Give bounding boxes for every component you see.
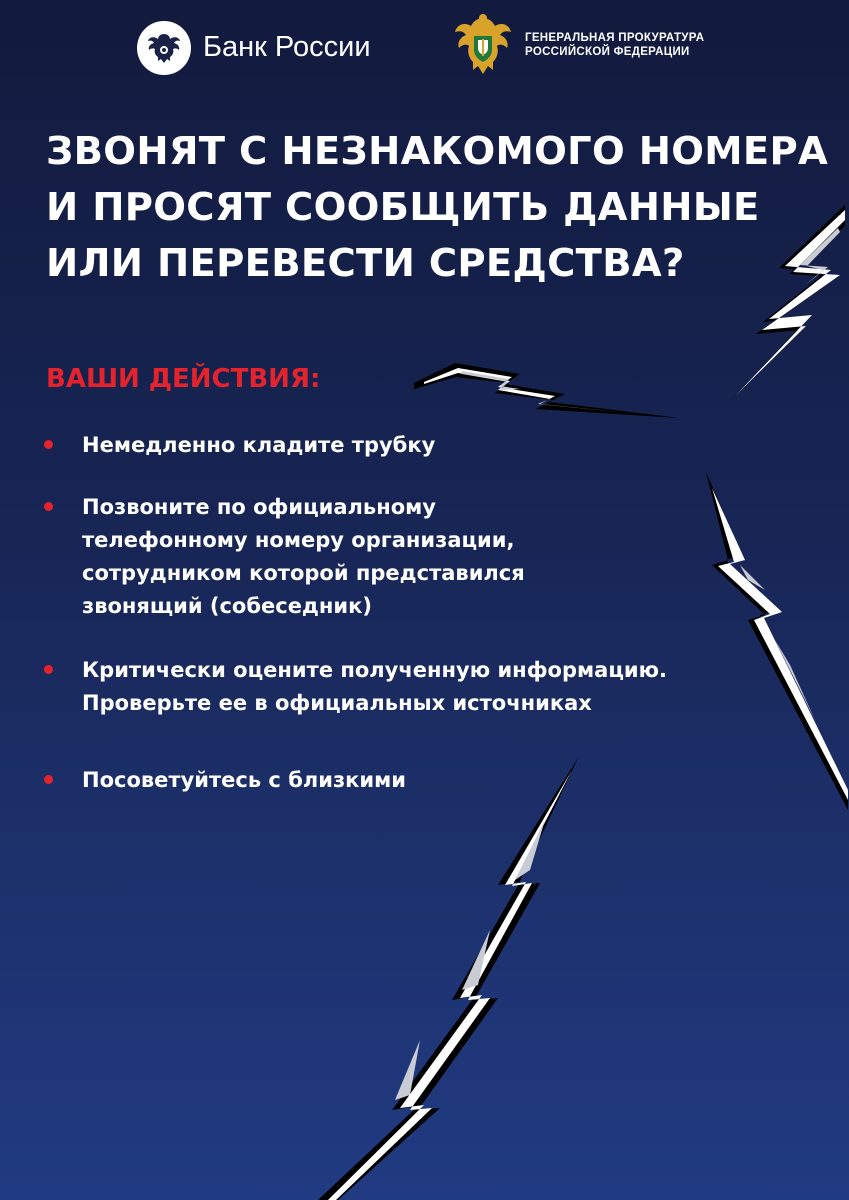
bullet-icon (44, 665, 53, 674)
action-line: Проверьте ее в официальных источниках (82, 691, 592, 715)
prosecutor-title-line-2: РОССИЙСКОЙ ФЕДЕРАЦИИ (525, 46, 690, 58)
header (0, 0, 849, 100)
headline (46, 124, 829, 292)
action-line: сотрудником которой представился (82, 561, 525, 585)
action-line: Посоветуйтесь с близкими (82, 768, 407, 792)
headline-line-2: И ПРОСЯТ СООБЩИТЬ ДАННЫЕ (46, 185, 760, 230)
action-line: Немедленно кладите трубку (82, 433, 436, 457)
action-line: Критически оцените полученную информацию. (82, 658, 667, 682)
actions-title: ВАШИ ДЕЙСТВИЯ: (46, 364, 321, 394)
headline-line-1: ЗВОНЯТ С НЕЗНАКОМОГО НОМЕРА (46, 129, 829, 174)
lightning-bolt-icon (414, 363, 680, 418)
action-line: телефонному номеру организации, (82, 528, 515, 552)
headline-line-3: ИЛИ ПЕРЕВЕСТИ СРЕДСТВА? (46, 241, 685, 286)
prosecutor-title-line-1: ГЕНЕРАЛЬНАЯ ПРОКУРАТУРА (525, 32, 705, 44)
action-line: звонящий (собеседник) (82, 594, 372, 618)
action-text (82, 429, 435, 462)
action-text (82, 654, 667, 720)
bullet-icon (44, 440, 53, 449)
bank-name: Банк России (203, 31, 371, 63)
action-text (82, 764, 406, 797)
bullet-icon (44, 502, 53, 511)
action-text (82, 491, 525, 623)
lightning-bolt-icon (706, 472, 848, 810)
prosecutor-office-title (525, 31, 704, 59)
action-line: Позвоните по официальному (82, 495, 436, 519)
lightning-bolt-icon (318, 758, 578, 1200)
double-headed-eagle-icon (136, 20, 192, 76)
prosecutor-emblem-icon (451, 12, 515, 80)
bullet-icon (44, 775, 53, 784)
